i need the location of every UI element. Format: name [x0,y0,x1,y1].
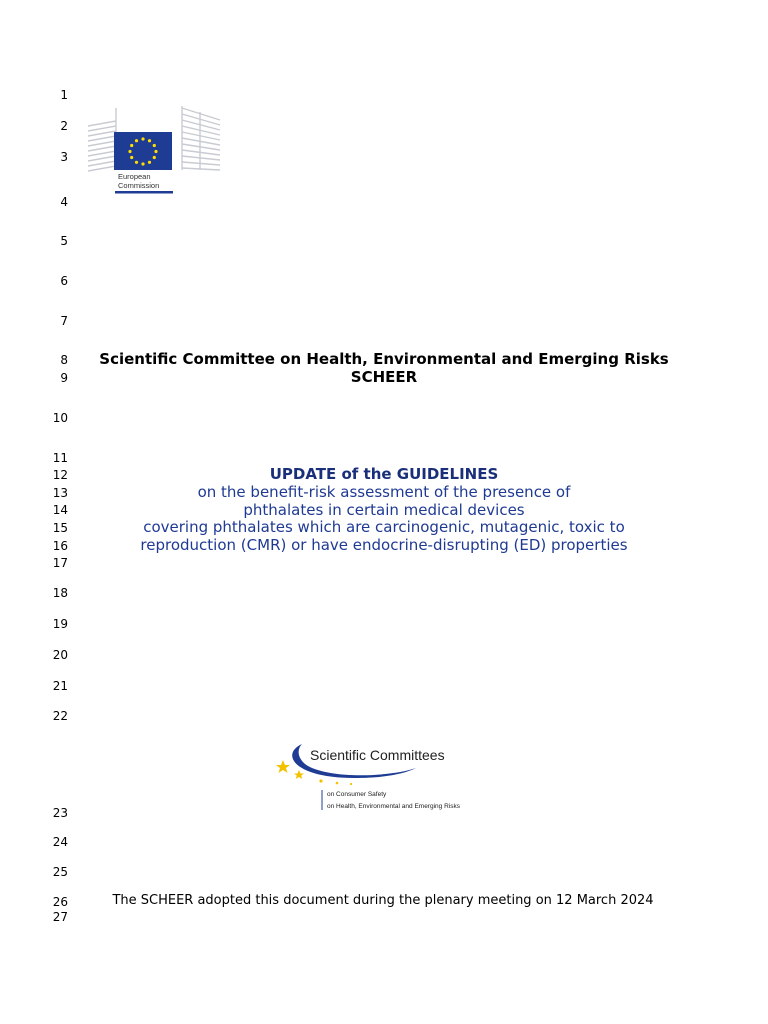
line-number: 14 [52,503,68,517]
line-number: 2 [60,119,68,133]
line-number: 21 [52,679,68,693]
sc-logo-name: Scientific Committees [310,747,445,763]
committee-acronym: SCHEER [350,368,418,386]
line-number: 4 [60,195,68,209]
line-number: 6 [60,274,68,288]
line-number: 23 [52,806,68,820]
line-number: 12 [52,468,68,482]
line-number: 17 [52,556,68,570]
line-number: 8 [60,353,68,367]
doc-title-line: covering phthalates which are carcinogenic, mutagenic, toxic to [143,518,625,536]
line-number: 19 [52,617,68,631]
committee-title: Scientific Committee on Health, Environmental and Emerging Risks [99,350,669,368]
line-number: 11 [52,451,68,465]
line-number: 1 [60,88,68,102]
sc-logo-sub-2: on Health, Environmental and Emerging Risks [327,803,460,810]
line-number: 15 [52,521,68,535]
doc-title-main: UPDATE of the GUIDELINES [269,465,499,483]
line-number: 5 [60,234,68,248]
sc-logo-sub-1: on Consumer Safety [327,791,387,798]
line-number: 20 [52,648,68,662]
scientific-committees-logo [274,738,486,814]
line-number: 25 [52,865,68,879]
line-number: 7 [60,314,68,328]
line-number: 10 [52,411,68,425]
ec-logo-underline [115,191,173,194]
european-commission-logo [86,104,226,196]
ec-logo-text-2: Commission [118,181,160,190]
line-number: 22 [52,709,68,723]
doc-title-line: phthalates in certain medical devices [243,501,525,519]
line-number: 13 [52,486,68,500]
line-number: 18 [52,586,68,600]
line-number: 9 [60,371,68,385]
line-number: 24 [52,835,68,849]
doc-title-line: on the benefit-risk assessment of the presence of [197,483,571,501]
adoption-note: The SCHEER adopted this document during the plenary meeting on 12 March 2024 [112,893,654,908]
doc-title-line: reproduction (CMR) or have endocrine-disrupting (ED) properties [140,536,628,554]
line-number: 16 [52,539,68,553]
line-number: 27 [52,910,68,924]
ec-logo-text-1: European [118,172,151,181]
line-number: 26 [52,895,68,909]
line-number: 3 [60,150,68,164]
